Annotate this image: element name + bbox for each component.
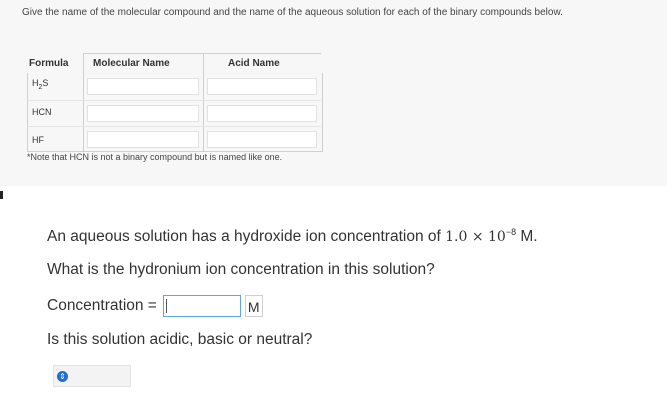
edge-marker	[0, 191, 3, 199]
question-acid-base: Is this solution acidic, basic or neutral?	[47, 331, 313, 348]
h2s-molecular-name-input[interactable]	[87, 78, 199, 95]
hf-molecular-name-input[interactable]	[87, 131, 199, 148]
hf-acid-name-input[interactable]	[207, 131, 317, 148]
chevron-updown-icon[interactable]: ⇕	[57, 371, 68, 382]
prompt-text: Give the name of the molecular compound and the name of the aqueous solution for each of the binary compounds below.	[22, 7, 563, 18]
table-top-border	[83, 53, 321, 54]
table-divider	[203, 53, 204, 151]
row-divider	[27, 100, 321, 101]
header-molecular-name: Molecular Name	[93, 58, 170, 69]
note-text: *Note that HCN is not a binary compound but is named like one.	[27, 152, 283, 162]
formula-h2s: $H_2S$	[32, 78, 49, 91]
unit-label: M	[245, 295, 263, 317]
table-divider	[83, 53, 84, 151]
question-hydroxide: An aqueous solution has a hydroxide ion concentration of $1.0 \times 10^{-8}$ M.	[47, 227, 538, 246]
concentration-row	[47, 295, 263, 317]
formula-hcn: HCN	[32, 107, 52, 117]
hcn-acid-name-input[interactable]	[207, 105, 317, 122]
concentration-input[interactable]	[163, 295, 241, 317]
header-formula: Formula	[29, 58, 69, 69]
hcn-molecular-name-input[interactable]	[87, 105, 199, 122]
concentration-label: Concentration =	[47, 297, 157, 314]
header-acid-name: Acid Name	[228, 58, 280, 69]
question-hydronium: What is the hydronium ion concentration in this solution?	[47, 261, 435, 278]
formula-hf: HF	[32, 135, 44, 145]
h2s-acid-name-input[interactable]	[207, 78, 317, 95]
row-divider	[27, 126, 321, 127]
